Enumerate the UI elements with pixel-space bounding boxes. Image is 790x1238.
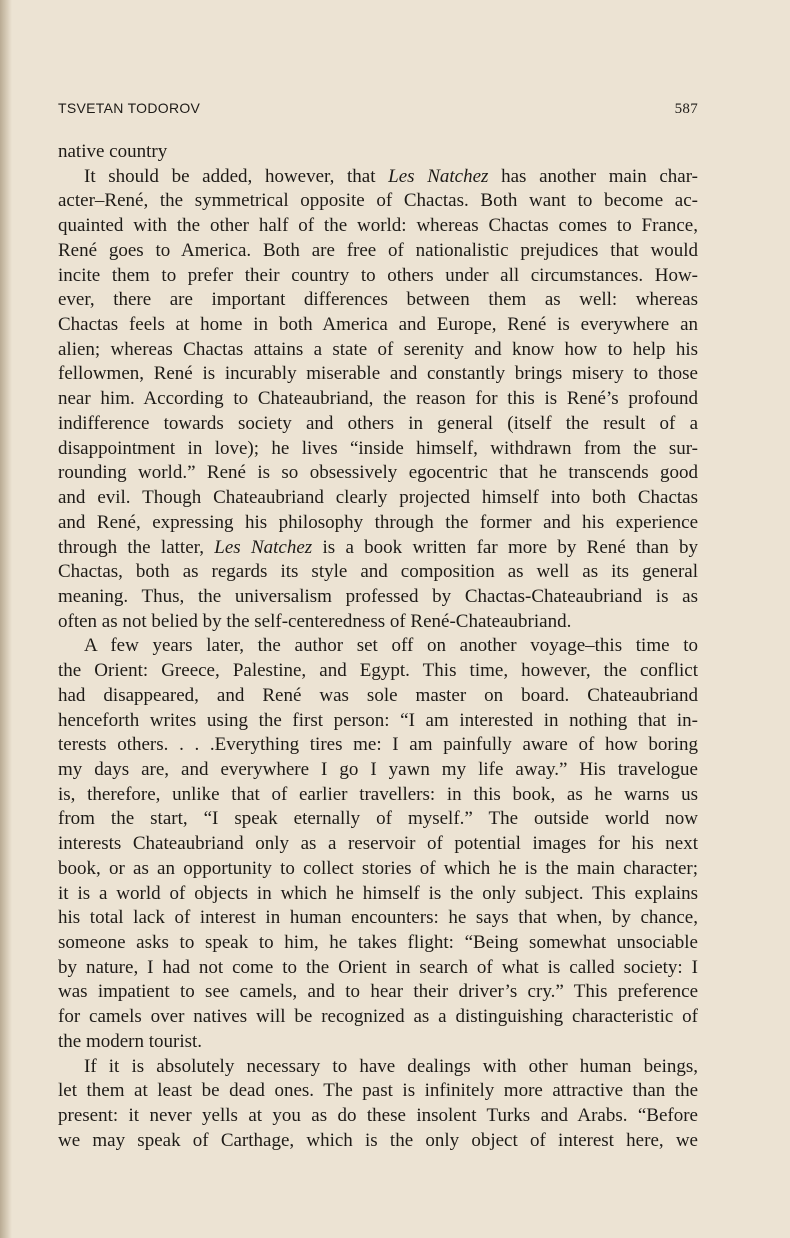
text-line: often as not belied by the self-centeredness of René-Chateaubriand. [58,610,572,632]
text-line: and René, expressing his philosophy through the former and his experience [58,511,698,533]
text-line: near him. According to Chateaubriand, the reason for this is René’s profound [58,388,698,410]
paragraph-continuation [58,140,698,165]
book-binding-edge [0,0,12,1238]
text-line: someone asks to speak to him, he takes flight: “Being somewhat unsociable [58,932,698,953]
text-line: by nature, I had not come to the Orient in search of what is called society: I [58,956,698,978]
text-line: is, therefore, unlike that of earlier travellers: in this book, as he warns us [58,783,698,805]
text-line: René goes to America. Both are free of nationalistic prejudices that would [58,239,698,261]
text-run: It should be added, however, that [84,165,389,187]
text-line: we may speak of Carthage, which is the only object of interest here, we [58,1129,698,1151]
text-line: quainted with the other half of the world: whereas Chactas comes to France, [58,215,698,237]
paragraph-orient [58,634,698,1054]
text-line: indifference towards society and others in general (itself the result of a [58,412,698,434]
paragraph-rene [58,165,698,635]
text-line: rounding world.” René is so obsessively egocentric that he transcends good [58,462,698,484]
text-line: If it is absolutely necessary to have dealings with other human beings, [84,1055,698,1077]
text-line: book, or as an opportunity to collect stories of which he is the main character; [58,857,698,879]
text-line: henceforth writes using the first person: “I am interested in nothing that in- [58,709,698,731]
running-head [58,100,698,118]
text-line: his total lack of interest in human encounters: he says that when, by chance, [58,907,698,929]
text-run: is a book written far more by René than by [312,536,698,558]
text-run: has another main char- [488,165,698,187]
book-title-italic: Les Natchez [214,536,313,558]
text-line: interests Chateaubriand only as a reservoir of potential images for his next [58,833,698,855]
text-line [58,536,698,561]
text-line: disappointment in love); he lives “inside himself, withdrawn from the sur- [58,437,698,459]
text-line: meaning. Thus, the universalism professed by Chactas-Chateaubriand is as [58,585,698,607]
book-title-italic: Les Natchez [388,165,489,187]
text-line: fellowmen, René is incurably miserable and constantly brings misery to those [58,363,698,385]
running-head-author: TSVETAN TODOROV [58,100,201,116]
text-line: for camels over natives will be recognized as a distinguishing characteristic of [58,1006,698,1028]
text-line: Chactas, both as regards its style and composition as well as its general [58,561,698,583]
text-line: terests others. . . .Everything tires me: I am painfully aware of how boring [58,734,698,756]
text-run: through the latter, [58,536,215,558]
text-line: had disappeared, and René was sole master on board. Chateaubriand [58,684,698,706]
text-line: was impatient to see camels, and to hear their driver’s cry.” This preference [58,981,698,1003]
text-line: let them at least be dead ones. The past is infinitely more attractive than the [58,1080,698,1102]
text-line: it is a world of objects in which he himself is the only subject. This explains [58,882,698,904]
text-line: my days are, and everywhere I go I yawn my life away.” His travelogue [58,758,698,780]
body-text [58,140,698,1153]
text-line: from the start, “I speak eternally of myself.” The outside world now [58,808,698,830]
text-line: the Orient: Greece, Palestine, and Egypt. This time, however, the conflict [58,660,698,682]
text-line [58,165,698,190]
paragraph-past [58,1055,698,1154]
text-line: and evil. Though Chateaubriand clearly projected himself into both Chactas [58,487,698,509]
text-line: native country [58,141,168,162]
page-number: 587 [674,101,698,117]
text-line: acter–René, the symmetrical opposite of Chactas. Both want to become ac- [58,190,698,212]
text-line: alien; whereas Chactas attains a state of serenity and know how to help his [58,338,698,360]
text-line: A few years later, the author set off on another voyage–this time to [84,635,698,657]
text-line: present: it never yells at you as do these insolent Turks and Arabs. “Before [58,1105,698,1127]
text-line: incite them to prefer their country to others under all circumstances. How- [58,264,698,286]
text-line: the modern tourist. [58,1030,203,1052]
text-line: Chactas feels at home in both America and Europe, René is everywhere an [58,314,698,336]
text-line: ever, there are important differences between them as well: whereas [58,289,698,311]
